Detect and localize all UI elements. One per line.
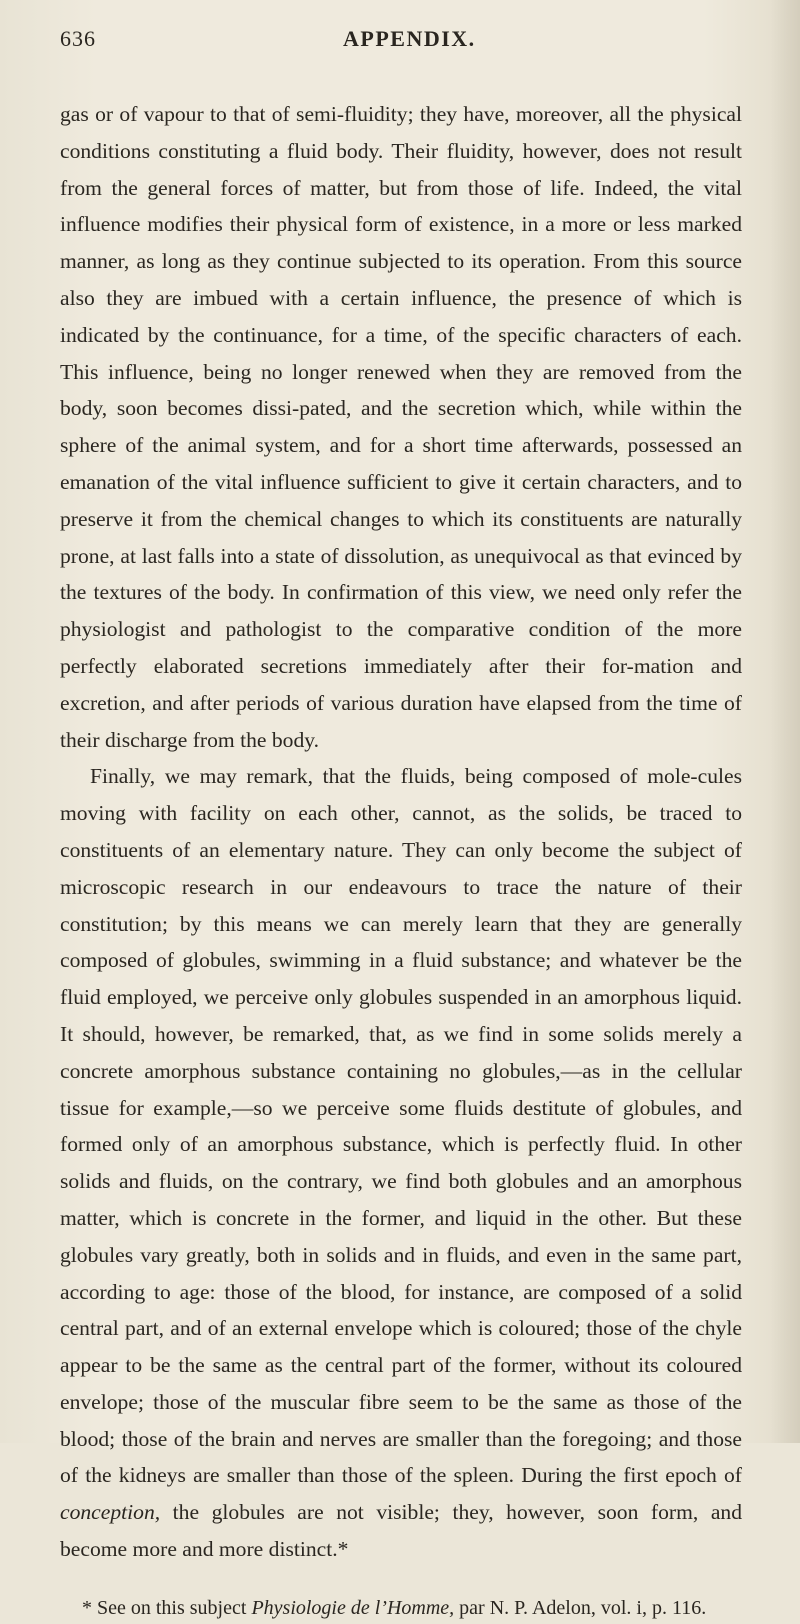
footnote [60, 1592, 742, 1624]
running-head-title: APPENDIX. [343, 26, 476, 51]
footnote-marker: * See on this subject [82, 1596, 247, 1619]
paragraph-2-emphasis: conception, [60, 1500, 161, 1525]
paragraph-2-end: the globules are not visible; they, however, soon form, and become more and more distinct.* [60, 1500, 742, 1562]
paragraph-2 [60, 758, 742, 1568]
running-head [60, 26, 742, 66]
footnote-work-title: Physiologie de l’Homme, [251, 1596, 455, 1619]
paragraph-2-text: Finally, we may remark, that the fluids, being composed of mole-cules moving with facility on each other, cannot, as the solids, be traced to constituents of an elementary nature. They can only become the subject of microscopic research in our endeavours to trace the nature of their constitution; by this means we can merely learn that they are generally composed of globules, swimming in a fluid substance; and whatever be the fluid employed, we perceive only globules suspended in an amorphous liquid. It should, however, be remarked, that, as we find in some solids merely a concrete amorphous substance containing no globules,—as in the cellular tissue for example,—so we perceive some fluids destitute of globules, and formed only of an amorphous substance, which is perfectly fluid. In other solids and fluids, on the contrary, we find both globules and an amorphous matter, which is concrete in the former, and liquid in the other. But these globules vary greatly, both in solids and in fluids, and even in the same part, according to age: those of the blood, for instance, are composed of a solid central part, and of an external envelope which is coloured; those of the chyle appear to be the same as the central part of the former, without its coloured envelope; those of the muscular fibre seem to be the same as those of the blood; those of the brain and nerves are smaller than the foregoing; and those of the kidneys are smaller than those of the spleen. During the first epoch of [60, 764, 742, 1488]
paragraph-1: gas or of vapour to that of semi-fluidity; they have, moreover, all the physical conditions constituting a fluid body. Their fluidity, however, does not result from the general forces of matter, but from those of life. Indeed, the vital influence modifies their physical form of existence, in a more or less marked manner, as long as they continue subjected to its operation. From this source also they are imbued with a certain influence, the presence of which is indicated by the continuance, for a time, of the specific characters of each. This influence, being no longer renewed when they are removed from the body, soon becomes dissi-pated, and the secretion which, while within the sphere of the animal system, and for a short time afterwards, possessed an emanation of the vital influence sufficient to give it certain characters, and to preserve it from the chemical changes to which its constituents are naturally prone, at last falls into a state of dissolution, as unequivocal as that evinced by the textures of the body. In confirmation of this view, we need only refer the physiologist and pathologist to the comparative condition of the more perfectly elaborated secretions immediately after their for-mation and excretion, and after periods of various duration have elapsed from the time of their discharge from the body. [60, 102, 742, 752]
page-edge-shadow [770, 0, 800, 1443]
page-number: 636 [60, 26, 96, 51]
body-text [60, 96, 742, 1568]
footnote-rest: par N. P. Adelon, vol. i, p. 116. [454, 1596, 707, 1619]
